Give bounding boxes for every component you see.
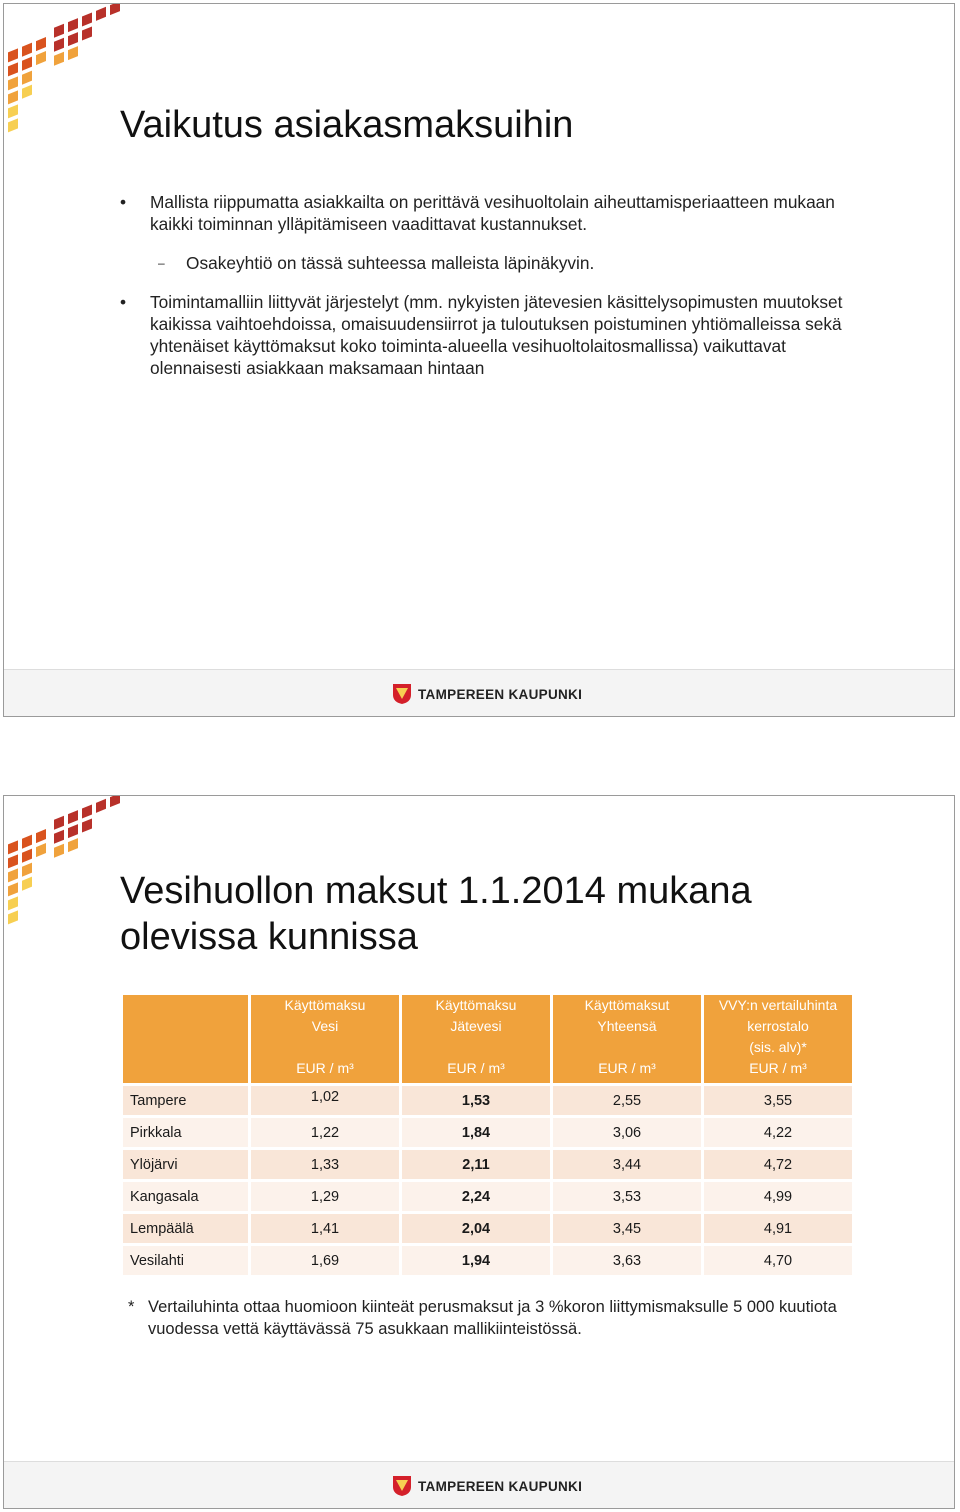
jatevesi-cell: 2,11	[402, 1150, 550, 1179]
vertailu-cell: 4,70	[704, 1246, 852, 1275]
table-row	[123, 1150, 852, 1179]
table-row	[123, 1246, 852, 1275]
slide-1	[3, 3, 955, 717]
header-line: VVY:n vertailuhinta	[718, 997, 838, 1013]
footnote-marker: *	[128, 1298, 135, 1316]
vesi-cell: 1,69	[251, 1246, 399, 1275]
table-row	[123, 1182, 852, 1211]
yhteensa-cell: 3,63	[553, 1246, 701, 1275]
jatevesi-cell: 1,84	[402, 1118, 550, 1147]
header-line: Käyttömaksu	[435, 997, 517, 1013]
footer	[4, 1461, 954, 1508]
sub-bullet-item: – Osakeyhtiö on tässä suhteessa malleista läpinäkyvin.	[120, 252, 880, 274]
slide-title: Vaikutus asiakasmaksuihin	[120, 104, 574, 146]
bullet-item: • Mallista riippumatta asiakkailta on perittävä vesihuoltolain aiheuttamisperiaatteen mukaan kaikki toiminnan ylläpitämiseen vaadittavat kustannukset.	[120, 191, 880, 235]
yhteensa-cell: 3,53	[553, 1182, 701, 1211]
jatevesi-cell: 2,04	[402, 1214, 550, 1243]
corner-pattern-icon	[4, 796, 134, 936]
title-line-1: Vesihuollon maksut 1.1.2014 mukana	[120, 870, 752, 912]
logo-text: TAMPEREEN KAUPUNKI	[418, 1478, 583, 1494]
header-empty-cell	[123, 995, 248, 1083]
header-unit: EUR / m³	[447, 1060, 505, 1076]
table-row	[123, 1086, 852, 1115]
jatevesi-cell: 1,53	[402, 1086, 550, 1115]
header-line: kerrostalo	[747, 1018, 809, 1034]
footer	[4, 669, 954, 716]
yhteensa-cell: 3,44	[553, 1150, 701, 1179]
header-unit: EUR / m³	[598, 1060, 656, 1076]
footnote-text: Vertailuhinta ottaa huomioon kiinteät perusmaksut ja 3 %koron liittymismaksulle 5 000 kuutiota vuodessa vettä käyttävässä 75 asukkaan mallikiinteistössä.	[148, 1298, 837, 1338]
header-line: (sis. alv)*	[749, 1039, 807, 1055]
slide-body	[120, 191, 880, 379]
yhteensa-cell: 2,55	[553, 1086, 701, 1115]
header-unit: EUR / m³	[749, 1060, 807, 1076]
vertailu-cell: 3,55	[704, 1086, 852, 1115]
table-header-row	[123, 995, 852, 1083]
header-cell-vesi	[251, 995, 399, 1083]
city-cell: Vesilahti	[123, 1246, 248, 1275]
city-cell: Ylöjärvi	[123, 1150, 248, 1179]
city-cell: Tampere	[123, 1086, 248, 1115]
tampere-crest-icon	[392, 683, 412, 705]
logo-text: TAMPEREEN KAUPUNKI	[418, 686, 583, 702]
header-line: Jätevesi	[450, 1018, 502, 1034]
yhteensa-cell: 3,06	[553, 1118, 701, 1147]
tampere-crest-icon	[392, 1475, 412, 1497]
header-line: Käyttömaksut	[584, 997, 670, 1013]
vertailu-cell: 4,72	[704, 1150, 852, 1179]
vertailu-cell: 4,22	[704, 1118, 852, 1147]
vesi-cell: 1,33	[251, 1150, 399, 1179]
slide-title	[120, 868, 752, 960]
table-row	[123, 1214, 852, 1243]
vesi-cell: 1,22	[251, 1118, 399, 1147]
vesi-cell: 1,29	[251, 1182, 399, 1211]
corner-pattern-icon	[4, 4, 134, 144]
header-cell-jatevesi	[402, 995, 550, 1083]
city-cell: Lempäälä	[123, 1214, 248, 1243]
header-cell-vertailuhinta	[704, 995, 852, 1083]
title-line-2: olevissa kunnissa	[120, 916, 418, 958]
header-line: Käyttömaksu	[284, 997, 366, 1013]
header-line: Yhteensä	[597, 1018, 657, 1034]
fees-table	[120, 992, 855, 1278]
footnote	[128, 1296, 888, 1340]
city-logo	[392, 682, 582, 706]
bullet-item: • Toimintamalliin liittyvät järjestelyt (mm. nykyisten jätevesien käsittelysopimusten muutokset kaikissa vaihtoehdoissa, omaisuudensiirrot ja tuloutuksen poistuminen yhtiömalleissa sekä yhtenäiset käyttömaksut koko toiminta-alueella vesihuoltolaitosmallissa) vaikuttavat olennaisesti asiakkaan maksamaan hintaan	[120, 291, 880, 379]
jatevesi-cell: 1,94	[402, 1246, 550, 1275]
city-logo	[392, 1474, 582, 1498]
vertailu-cell: 4,99	[704, 1182, 852, 1211]
city-cell: Kangasala	[123, 1182, 248, 1211]
yhteensa-cell: 3,45	[553, 1214, 701, 1243]
vesi-cell: 1,02	[251, 1086, 399, 1115]
city-cell: Pirkkala	[123, 1118, 248, 1147]
header-line: Vesi	[311, 1018, 339, 1034]
header-unit: EUR / m³	[296, 1060, 354, 1076]
slide-2	[3, 795, 955, 1509]
table-row	[123, 1118, 852, 1147]
vesi-cell: 1,41	[251, 1214, 399, 1243]
jatevesi-cell: 2,24	[402, 1182, 550, 1211]
vertailu-cell: 4,91	[704, 1214, 852, 1243]
header-cell-yhteensa	[553, 995, 701, 1083]
